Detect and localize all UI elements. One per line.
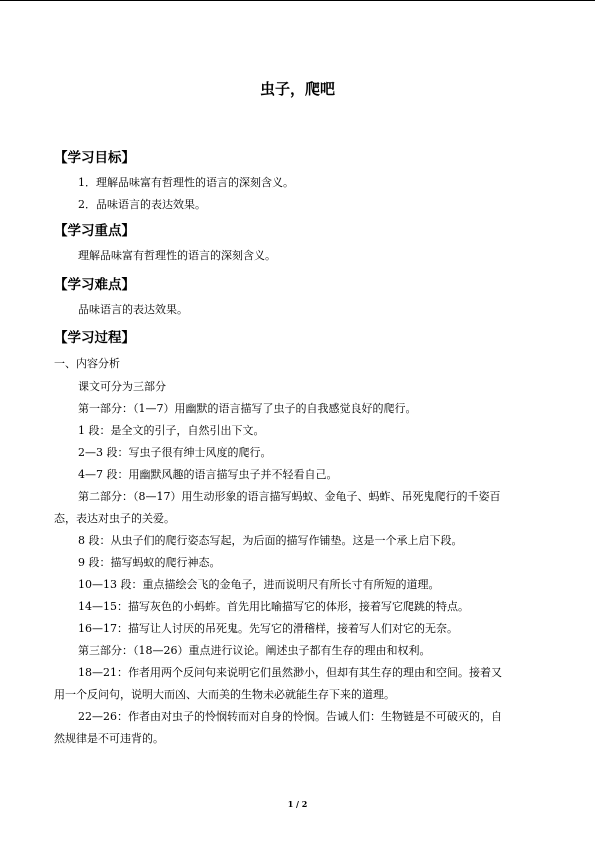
process-line: 22—26：作者由对虫子的怜悯转而对自身的怜悯。告诫人们：生物链是不可破灭的，自 (78, 710, 502, 723)
process-line: 第二部分：（8—17）用生动形象的语言描写蚂蚁、金龟子、蚂蚱、吊死鬼爬行的千姿百 (78, 490, 501, 503)
process-line: 一、内容分析 (54, 357, 120, 370)
process-line: 第一部分：（1—7）用幽默的语言描写了虫子的自我感觉良好的爬行。 (78, 402, 417, 415)
objective-item: 2．品味语言的表达效果。 (78, 198, 206, 211)
process-line: 8 段：从虫子们的爬行姿态写起，为后面的描写作铺垫。这是一个承上启下段。 (78, 534, 463, 547)
process-line: 9 段：描写蚂蚁的爬行神态。 (78, 556, 221, 569)
document-title: 虫子，爬吧 (259, 80, 335, 98)
process-line: 16—17：描写让人讨厌的吊死鬼。先写它的滑稽样，接着写人们对它的无奈。 (78, 622, 458, 635)
process-line: 4—7 段：用幽默风趣的语言描写虫子并不轻看自己。 (78, 468, 338, 481)
key-points-text: 理解品味富有哲理性的语言的深刻含义。 (78, 249, 276, 262)
process-line: 14—15：描写灰色的小蚂蚱。首先用比喻描写它的体形，接着写它爬跳的特点。 (78, 600, 469, 613)
process-line: 10—13 段：重点描绘会飞的金龟子，进而说明尺有所长寸有所短的道理。 (78, 578, 440, 591)
process-line: 1 段：是全文的引子，自然引出下文。 (78, 424, 265, 437)
process-line: 课文可分为三部分 (78, 380, 166, 393)
difficulties-text: 品味语言的表达效果。 (78, 303, 188, 316)
process-line: 态，表达对虫子的关爱。 (54, 512, 175, 525)
process-line: 然规律是不可违背的。 (54, 732, 164, 745)
page-number: 1 / 2 (287, 799, 308, 809)
heading-key-points: 【学习重点】 (54, 223, 135, 239)
heading-objectives: 【学习目标】 (54, 150, 135, 166)
heading-process: 【学习过程】 (54, 330, 135, 346)
objective-item: 1．理解品味富有哲理性的语言的深刻含义。 (78, 176, 294, 189)
process-line: 用一个反问句，说明大而凶、大而美的生物未必就能生存下来的道理。 (54, 688, 395, 701)
page-top-border (0, 0, 595, 1)
process-line: 18—21：作者用两个反问句来说明它们虽然渺小，但却有其生存的理由和空间。接着又 (78, 666, 502, 679)
heading-difficulties: 【学习难点】 (54, 277, 135, 293)
process-line: 第三部分：（18—26）重点进行议论。阐述虫子都有生存的理由和权利。 (78, 644, 431, 657)
process-line: 2—3 段：写虫子很有绅士风度的爬行。 (78, 446, 272, 459)
